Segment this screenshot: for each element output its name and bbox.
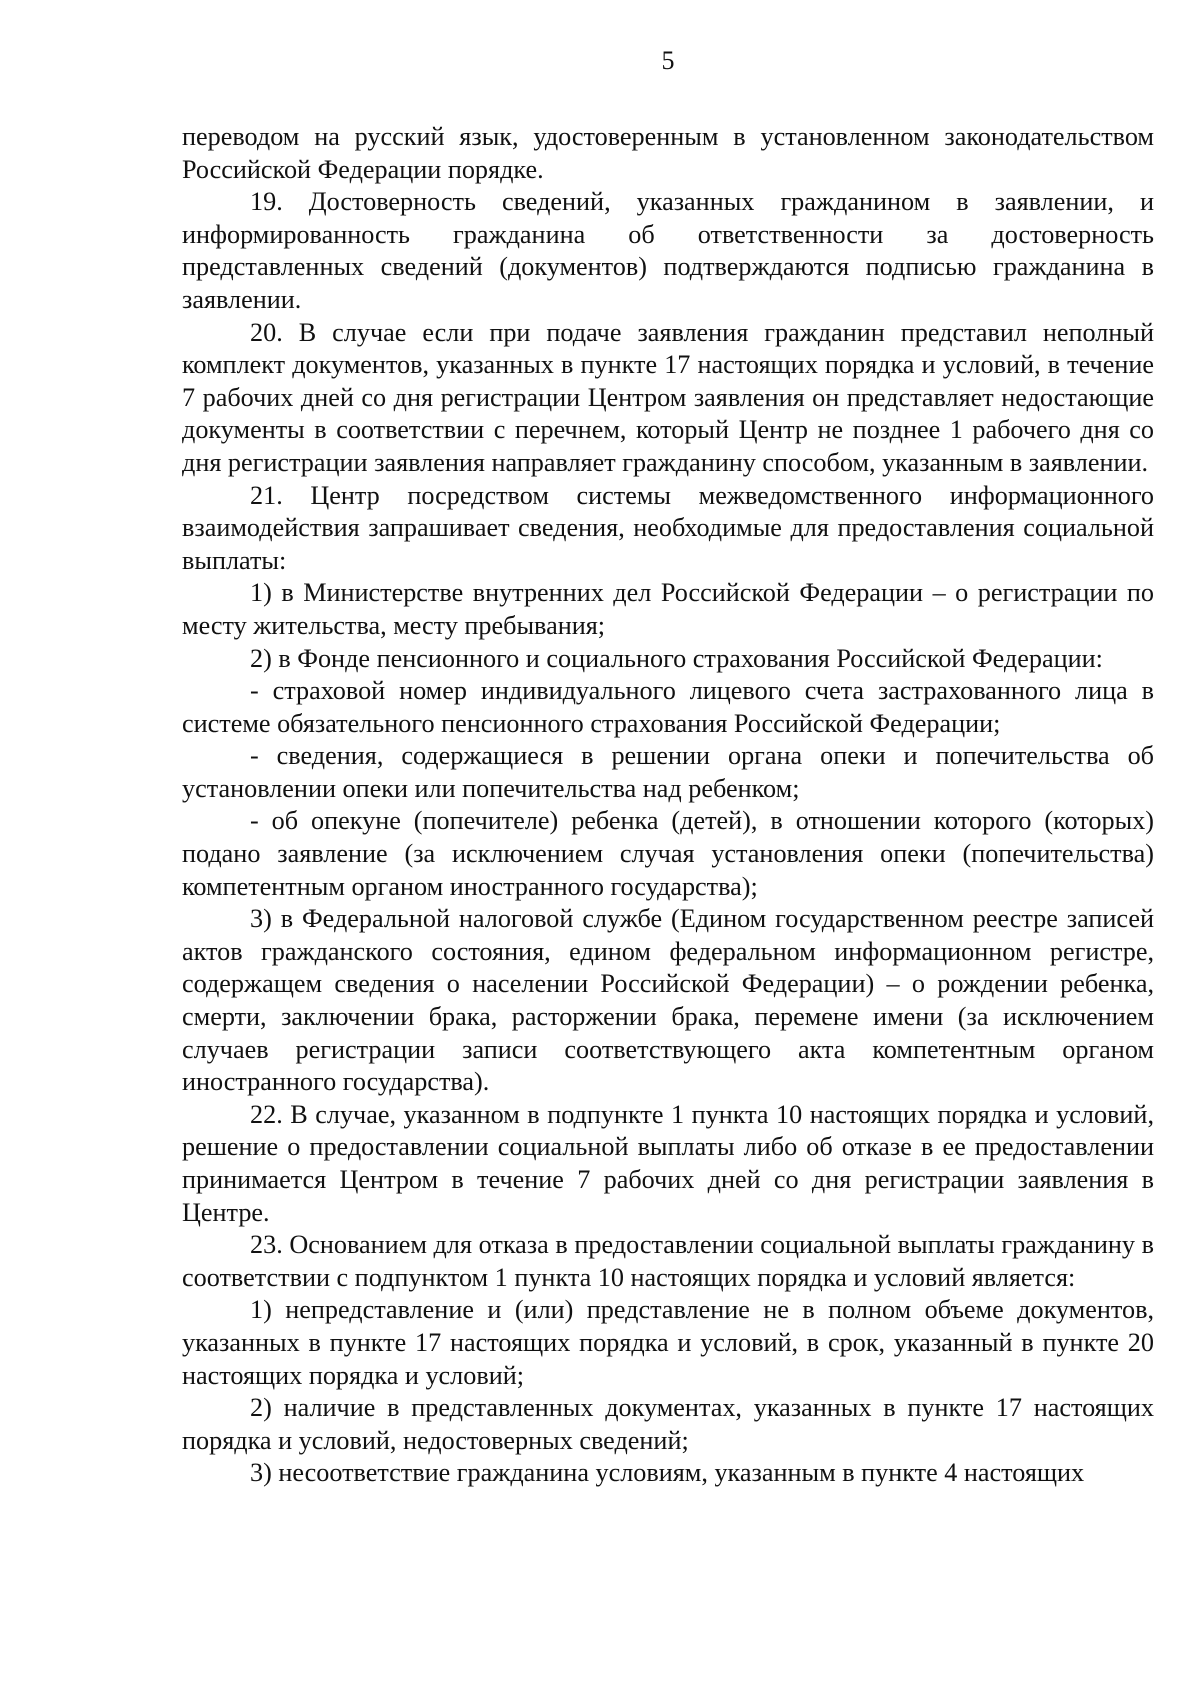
- subitem-23-1: 1) непредставление и (или) представление не в полном объеме документов, указанных в пункте 17 настоящих порядка и условий, в срок, указанный в пункте 20 настоящих порядка и условий;: [182, 1295, 1154, 1390]
- paragraph-item-21: 21. Центр посредством системы межведомственного информационного взаимодействия запрашивает сведения, необходимые для предоставления социальной выплаты:: [182, 480, 1154, 575]
- list-entry-insurance-number: - страховой номер индивидуального лицевого счета застрахованного лица в системе обязательного пенсионного страхования Российской Федерации;: [182, 676, 1154, 738]
- subitem-21-1: 1) в Министерстве внутренних дел Российской Федерации – о регистрации по месту жительства, месту пребывания;: [182, 578, 1154, 640]
- subitem-23-2: 2) наличие в представленных документах, указанных в пункте 17 настоящих порядка и условий, недостоверных сведений;: [182, 1393, 1154, 1455]
- paragraph-item-23: 23. Основанием для отказа в предоставлении социальной выплаты гражданину в соответствии с подпунктом 1 пункта 10 настоящих порядка и условий является:: [182, 1230, 1154, 1292]
- paragraph-item-19: 19. Достоверность сведений, указанных гражданином в заявлении, и информированность гражданина об ответственности за достоверность представленных сведений (документов) подтверждаются подписью гражданина в заявлении.: [182, 187, 1154, 314]
- paragraph-item-22: 22. В случае, указанном в подпункте 1 пункта 10 настоящих порядка и условий, решение о предоставлении социальной выплаты либо об отказе в ее предоставлении принимается Центром в течение 7 рабочих дней со дня регистрации заявления в Центре.: [182, 1099, 1154, 1227]
- subitem-23-3: 3) несоответствие гражданина условиям, указанным в пункте 4 настоящих: [250, 1458, 1085, 1488]
- list-entry-guardian: - об опекуне (попечителе) ребенка (детей), в отношении которого (которых) подано заявление (за исключением случая установления опеки (попечительства) компетентным органом иностранного государства);: [182, 806, 1154, 901]
- paragraph-continuation: переводом на русский язык, удостоверенным в установленном законодательством Российской Федерации порядке.: [182, 122, 1154, 184]
- document-body: [182, 121, 1154, 1490]
- subitem-21-3: 3) в Федеральной налоговой службе (Едином государственном реестре записей актов гражданского состояния, едином федеральном информационном регистре, содержащем сведения о населении Российской Федерации) – о рождении ребенка, смерти, заключении брака, расторжении брака, перемене имени (за исключением случаев регистрации записи соответствующего акта компетентным органом иностранного государства).: [182, 904, 1154, 1097]
- list-entry-guardianship-decision: - сведения, содержащиеся в решении органа опеки и попечительства об установлении опеки или попечительства над ребенком;: [182, 741, 1154, 803]
- paragraph-item-20: 20. В случае если при подаче заявления гражданин представил неполный комплект документов, указанных в пункте 17 настоящих порядка и условий, в течение 7 рабочих дней со дня регистрации Центром заявления он представляет недостающие документы в соответствии с перечнем, который Центр не позднее 1 рабочего дня со дня регистрации заявления направляет гражданину способом, указанным в заявлении.: [182, 317, 1154, 477]
- page-number: 5: [661, 46, 675, 75]
- subitem-21-2: 2) в Фонде пенсионного и социального страхования Российской Федерации:: [250, 643, 1103, 673]
